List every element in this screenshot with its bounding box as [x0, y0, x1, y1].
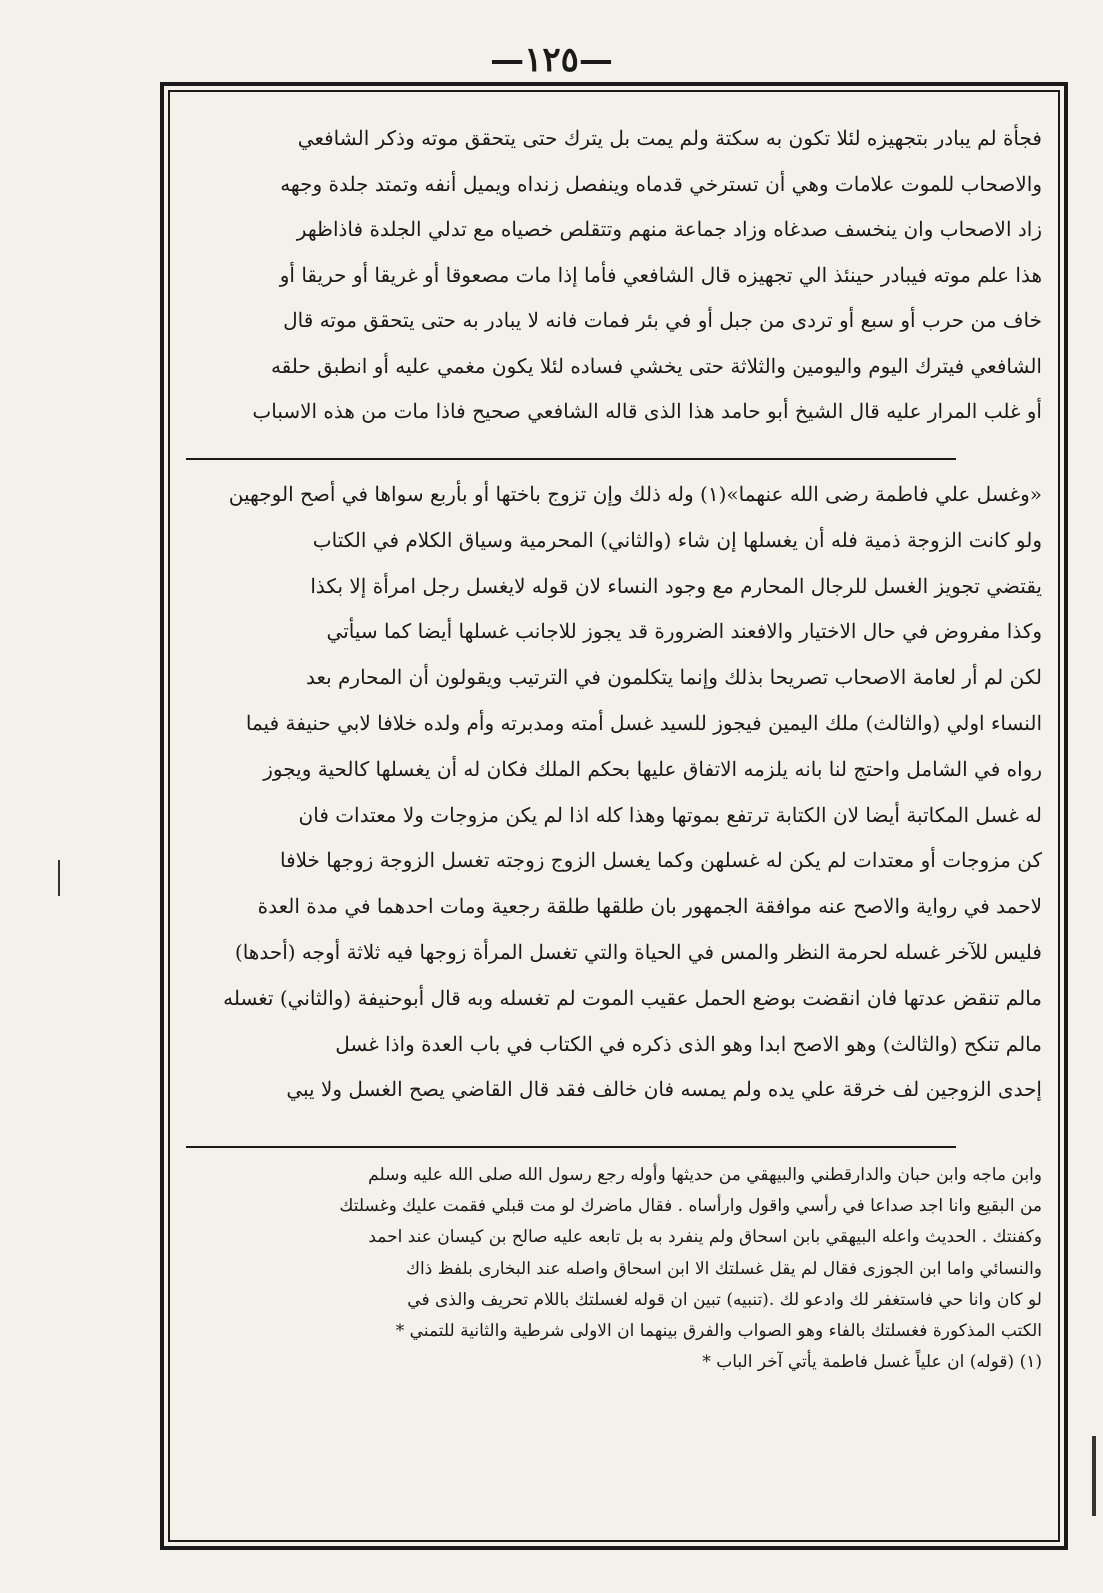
footnote-line: لو كان وانا حي فاستغفر لك وادعو لك .(تنبيه) تبين ان قوله لغسلتك باللام تحريف والذى في: [407, 1289, 1042, 1310]
section-divider: [186, 458, 956, 460]
main-text-line: فجأة لم يبادر بتجهيزه لئلا تكون به سكتة ولم يمت بل يترك حتى يتحقق موته وذكر الشافعي: [297, 126, 1042, 150]
commentary-line: «وغسل علي فاطمة رضى الله عنهما»(١) وله ذلك وإن تزوج باختها أو بأربع سواها في أصح الوجهين: [228, 482, 1042, 506]
footnote-line: وابن ماجه وابن حبان والدارقطني والبيهقي من حديثها وأوله رجع رسول الله صلى الله عليه وسلم: [368, 1165, 1042, 1185]
main-text-line: أو غلب المرار عليه قال الشيخ أبو حامد هذا الذى قاله الشافعي صحيح فاذا مات من هذه الاسباب: [252, 399, 1042, 423]
main-text: [186, 116, 1042, 435]
commentary-line: رواه في الشامل واحتج لنا بانه يلزمه الاتفاق عليها بحكم الملك فكان له أن يغسلها كالحية ويجوز: [263, 756, 1042, 781]
commentary-line: لكن لم أر لعامة الاصحاب تصريحا بذلك وإنما يتكلمون في الترتيب ويقولون أن المحارم بعد: [305, 665, 1042, 690]
main-text-line: زاد الاصحاب وان ينخسف صدغاه وزاد جماعة منهم وتتقلص خصياه مع تدلي الجلدة فاذاظهر: [296, 217, 1042, 241]
main-text-line: خاف من حرب أو سبع أو تردى من جبل أو في بئر فمات فانه لا يبادر به حتى يتحقق موته قال: [283, 308, 1042, 332]
main-text-line: الشافعي فيترك اليوم واليومين والثلاثة حتى يخشي فساده لئلا يكون مغمي عليه أو انطبق حلقه: [270, 353, 1042, 378]
commentary-line: فليس للآخر غسله لحرمة النظر والمس في الحياة والتي تغسل المرأة زوجها فيه ثلاثة أوجه (أحدها): [234, 939, 1042, 964]
footnote-divider: [186, 1146, 956, 1148]
footnote-line: والنسائي واما ابن الجوزى فقال لم يقل غسلتك الا ابن اسحاق واصله عند البخارى بلفظ ذاك: [406, 1258, 1042, 1279]
commentary-line: مالم تنقض عدتها فان انقضت بوضع الحمل عقيب الموت لم تغسله وبه قال أبوحنيفة (والثاني) تغسله: [223, 985, 1042, 1010]
commentary-line: كن مزوجات أو معتدات لم يكن له غسلهن وكما يغسل الزوج زوجته تغسل الزوجة زوجها خلافا: [279, 848, 1042, 873]
commentary-line: وكذا مفروض في حال الاختيار والافعند الضرورة قد يجوز للاجانب غسلها أيضا كما سيأتي: [326, 619, 1042, 644]
footnote-line: من البقيع وانا اجد صداعا في رأسي واقول وارأساه . فقال ماضرك لو مت قبلي فقمت عليك وغسلتك: [339, 1196, 1042, 1217]
footnotes-text: [186, 1160, 1042, 1378]
main-text-line: هذا علم موته فيبادر حينئذ الي تجهيزه قال الشافعي فأما إذا مات مصعوقا أو غريقا أو حريقا أو: [279, 262, 1042, 287]
commentary-line: ولو كانت الزوجة ذمية فله أن يغسلها إن شاء (والثاني) المحرمية وسياق الكلام في الكتاب: [312, 527, 1042, 552]
page-number: —١٢٥—: [490, 40, 613, 80]
commentary-line: لاحمد في رواية والاصح عنه موافقة الجمهور بان طلقها طلقة رجعية ومات احدهما في مدة العدة: [257, 894, 1042, 919]
margin-mark: [1092, 1436, 1096, 1516]
margin-mark: [58, 860, 60, 896]
footnote-line: الكتب المذكورة فغسلتك بالفاء وهو الصواب والفرق بينهما ان الاولى شرطية والثانية للتمني *: [395, 1320, 1042, 1341]
commentary-text: [186, 472, 1042, 1113]
commentary-line: النساء اولي (والثالث) ملك اليمين فيجوز للسيد غسل أمته ومدبرته وأم ولده خلافا لابي حنيفة فيما: [245, 710, 1042, 735]
main-text-line: والاصحاب للموت علامات وهي أن تسترخي قدماه وينفصل زنداه ويميل أنفه وتمتد جلدة وجهه: [280, 171, 1042, 196]
commentary-line: يقتضي تجويز الغسل للرجال المحارم مع وجود النساء لان قوله لايغسل رجل امرأة إلا بكذا: [310, 573, 1042, 598]
commentary-line: له غسل المكاتبة أيضا لان الكتابة ترتفع بموتها وهذا كله اذا لم يكن مزوجات ولا معتدات فان: [298, 802, 1042, 827]
footnote-line: وكفنتك . الحديث واعله البيهقي بابن اسحاق ولم ينفرد به بل تابعه عليه صالح بن كيسان عند احمد: [368, 1227, 1042, 1248]
footnote-line: (١) (قوله) ان علياً غسل فاطمة يأتي آخر الباب *: [702, 1352, 1042, 1373]
commentary-line: إحدى الزوجين لف خرقة علي يده ولم يمسه فان خالف فقد قال القاضي يصح الغسل ولا يبي: [286, 1077, 1042, 1102]
commentary-line: مالم تنكح (والثالث) وهو الاصح ابدا وهو الذى ذكره في الكتاب في باب العدة واذا غسل: [335, 1031, 1042, 1056]
